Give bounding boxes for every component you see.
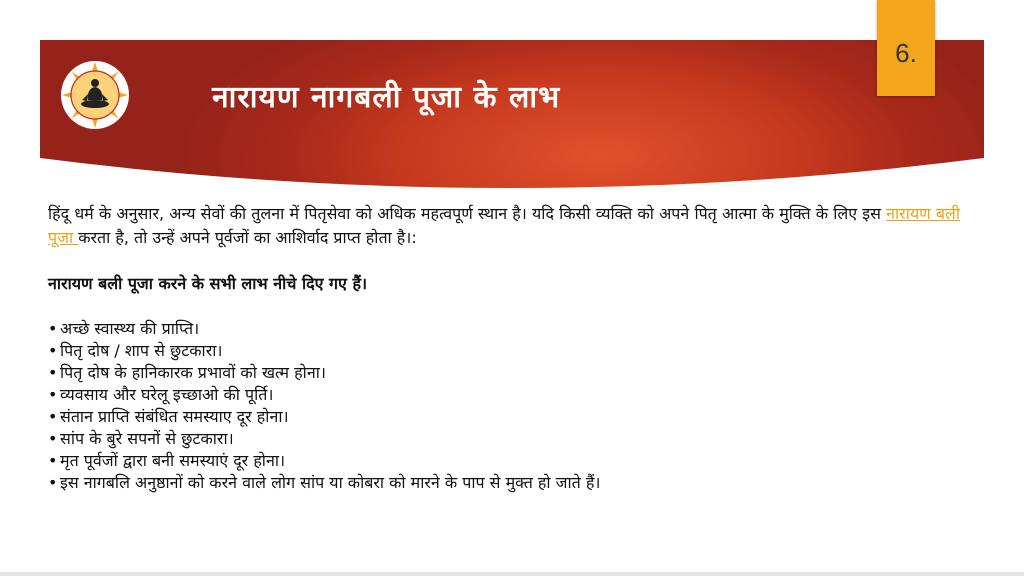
bullet-icon: • [48,363,58,382]
narayan-bali-puja-link[interactable]: नारायण बली पूजा [48,204,960,247]
list-item [48,340,960,362]
benefit-text: संतान प्राप्ति संबंधित समस्याए दूर होना। [60,407,289,426]
list-item [48,318,960,340]
bullet-icon: • [48,429,58,448]
benefit-text: इस नागबलि अनुष्ठानों को करने वाले लोग सांप या कोबरा को मारने के पाप से मुक्त हो जाते हैं। [60,473,601,492]
bullet-icon: • [48,385,58,404]
benefit-text: पितृ दोष / शाप से छुटकारा। [60,341,223,360]
bullet-icon: • [48,341,58,360]
intro-text-before: हिंदू धर्म के अनुसार, अन्य सेवों की तुलना में पितृसेवा को अधिक महत्वपूर्ण स्थान है। यदि किसी व्यक्ति को अपने पितृ आत्मा के मुक्ति के लिए इस [48,204,887,223]
page-title: नारायण नागबली पूजा के लाभ [212,80,561,115]
list-item [48,362,960,384]
list-item [48,384,960,406]
benefits-heading: नारायण बली पूजा करने के सभी लाभ नीचे दिए गए हैं। [48,274,368,293]
logo-meditation-icon [60,60,130,130]
list-item [48,428,960,450]
bullet-icon: • [48,473,58,492]
list-item [48,450,960,472]
list-item [48,472,960,494]
bullet-icon: • [48,319,58,338]
bullet-icon: • [48,451,58,470]
intro-text-after: करता है, तो उन्हें अपने पूर्वजों का आशिर्वाद प्राप्त होता है।: [78,228,417,247]
benefit-text: पितृ दोष के हानिकारक प्रभावों को खत्म होना। [60,363,326,382]
bullet-icon: • [48,407,58,426]
bottom-rule [0,572,1024,576]
list-item [48,406,960,428]
intro-paragraph [48,202,960,250]
benefit-text: मृत पूर्वजों द्वारा बनी समस्याएं दूर होना। [60,451,286,470]
benefit-text: अच्छे स्वास्थ्य की प्राप्ति। [60,319,200,338]
page-number-badge [877,0,935,96]
benefits-list [48,318,960,494]
benefit-text: सांप के बुरे सपनों से छुटकारा। [60,429,234,448]
benefit-text: व्यवसाय और घरेलू इच्छाओ की पूर्ति। [60,385,274,404]
page-number: 6. [895,37,917,68]
slide-content [48,202,960,494]
